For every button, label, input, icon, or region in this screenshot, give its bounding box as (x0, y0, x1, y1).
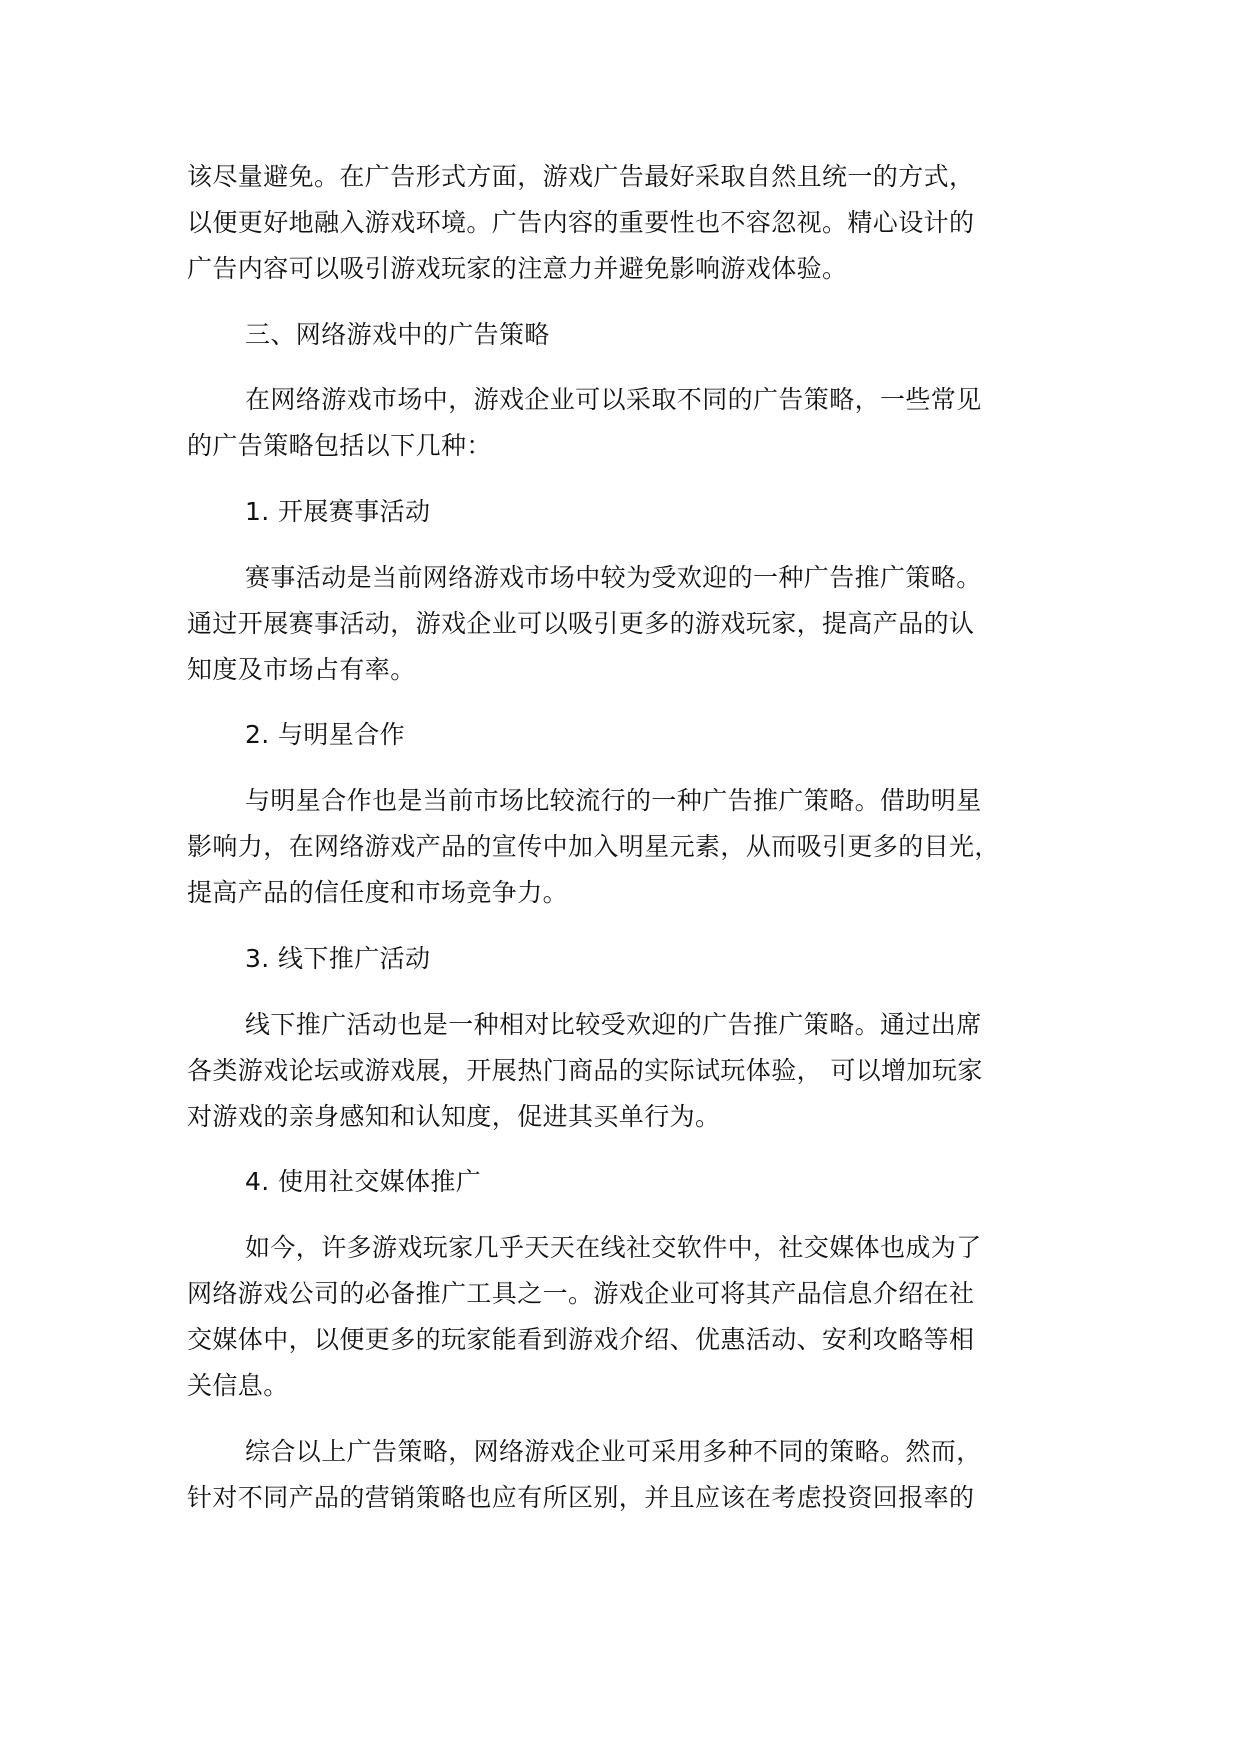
text-line: 与明星合作也是当前市场比较流行的一种广告推广策略。借助明星 (245, 786, 982, 815)
text-line: 网络游戏公司的必备推广工具之一。游戏企业可将其产品信息介绍在社 (187, 1279, 975, 1308)
subheading: 4. 使用社交媒体推广 (245, 1167, 482, 1196)
text-line: 以便更好地融入游戏环境。广告内容的重要性也不容忽视。精心设计的 (187, 208, 975, 237)
text-line: 提高产品的信任度和市场竞争力。 (187, 878, 569, 907)
text-line: 关信息。 (187, 1371, 289, 1400)
text-line: 赛事活动是当前网络游戏市场中较为受欢迎的一种广告推广策略。 (245, 563, 982, 592)
text-line: 通过开展赛事活动，游戏企业可以吸引更多的游戏玩家，提高产品的认 (187, 609, 975, 638)
section-heading: 三、网络游戏中的广告策略 (245, 320, 550, 349)
text-line: 如今，许多游戏玩家几乎天天在线社交软件中，社交媒体也成为了 (245, 1233, 982, 1262)
text-line: 对游戏的亲身感知和认知度，促进其买单行为。 (187, 1102, 721, 1131)
text-line: 的广告策略包括以下几种： (187, 431, 492, 460)
text-line: 广告内容可以吸引游戏玩家的注意力并避免影响游戏体验。 (187, 254, 848, 283)
text-line: 知度及市场占有率。 (187, 655, 416, 684)
text-line: 交媒体中，以便更多的玩家能看到游戏介绍、优惠活动、安利攻略等相 (187, 1325, 975, 1354)
text-line: 针对不同产品的营销策略也应有所区别，并且应该在考虑投资回报率的 (187, 1483, 975, 1512)
text-line: 在网络游戏市场中，游戏企业可以采取不同的广告策略，一些常见 (245, 385, 982, 414)
subheading: 1. 开展赛事活动 (245, 497, 431, 526)
subheading: 3. 线下推广活动 (245, 944, 431, 973)
text-line: 影响力，在网络游戏产品的宣传中加入明星元素，从而吸引更多的目光， (187, 832, 1000, 861)
text-line: 综合以上广告策略，网络游戏企业可采用多种不同的策略。然而， (245, 1437, 982, 1466)
subheading: 2. 与明星合作 (245, 720, 405, 749)
text-line: 该尽量避免。在广告形式方面，游戏广告最好采取自然且统一的方式， (187, 162, 975, 191)
text-line: 线下推广活动也是一种相对比较受欢迎的广告推广策略。通过出席 (245, 1010, 982, 1039)
text-line: 各类游戏论坛或游戏展，开展热门商品的实际试玩体验， 可以增加玩家 (187, 1056, 983, 1085)
